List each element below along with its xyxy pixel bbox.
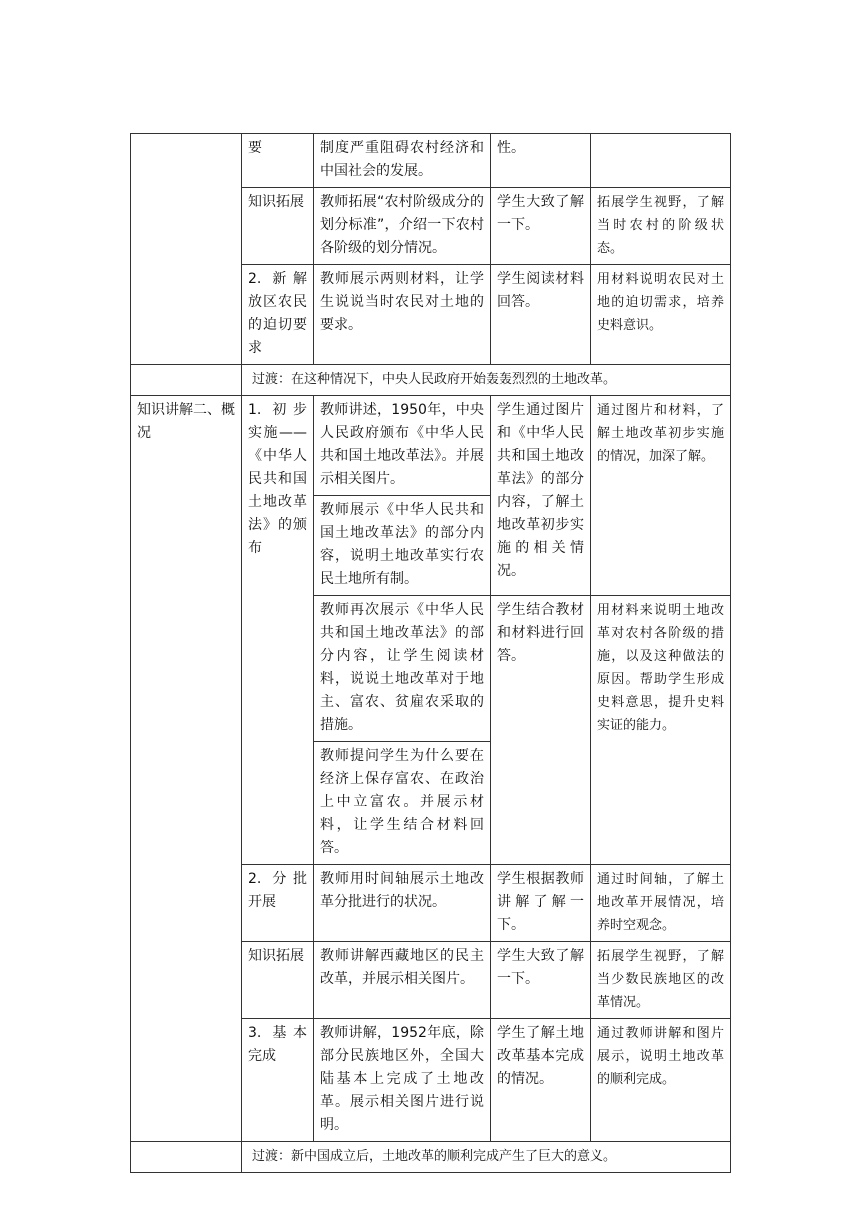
- subtopic-cell: 3. 基本完成: [242, 1019, 314, 1142]
- teacher-activity-cell: 教师讲述，1950年，中央人民政府颁布《中华人民共和国土地改革法》。并展示相关图片。: [314, 396, 491, 496]
- teacher-activity-cell: 教师展示《中华人民共和国土地改革法》的部分内容，说明土地改革实行农民土地所有制。: [314, 496, 491, 596]
- teacher-activity-cell: 教师讲解，1952年底，除部分民族地区外，全国大陆基本上完成了土地改革。展示相关图片进行说明。: [314, 1019, 491, 1142]
- student-activity-cell: 性。: [491, 134, 591, 188]
- subtopic-cell: 2. 分批开展: [242, 865, 314, 942]
- empty-cell: [131, 1142, 242, 1173]
- student-activity-cell: 学生阅读材料回答。: [491, 265, 591, 365]
- student-activity-cell: 学生了解土地改革基本完成的情况。: [491, 1019, 591, 1142]
- transition-row: [131, 365, 731, 396]
- teacher-activity-cell: 教师展示两则材料，让学生说说当时农民对土地的要求。: [314, 265, 491, 365]
- transition-text: 过渡：新中国成立后，土地改革的顺利完成产生了巨大的意义。: [242, 1142, 731, 1173]
- rationale-cell: 用材料来说明土地改革对农村各阶级的措施，以及这种做法的原因。帮助学生形成史料意思，提升史料实证的能力。: [591, 596, 731, 865]
- transition-row: [131, 1142, 731, 1173]
- lesson-plan-table: [130, 133, 731, 1173]
- rationale-cell: 通过图片和材料，了解土地改革初步实施的情况，加深了解。: [591, 396, 731, 596]
- table-row: [131, 396, 731, 496]
- lesson-plan-table-wrapper: [130, 133, 730, 1173]
- subtopic-cell: 知识拓展: [242, 942, 314, 1019]
- section-label-cell: 知识讲解二、概况: [131, 396, 242, 1142]
- empty-cell: [131, 365, 242, 396]
- section-label-cell: [131, 134, 242, 365]
- student-activity-cell: 学生大致了解一下。: [491, 942, 591, 1019]
- subtopic-cell: 2. 新解放区农民的迫切要求: [242, 265, 314, 365]
- rationale-cell: 拓展学生视野，了解当少数民族地区的改革情况。: [591, 942, 731, 1019]
- teacher-activity-cell: 教师讲解西藏地区的民主改革，并展示相关图片。: [314, 942, 491, 1019]
- subtopic-cell: 要: [242, 134, 314, 188]
- rationale-cell: 用材料说明农民对土地的迫切需求，培养史料意识。: [591, 265, 731, 365]
- rationale-cell: 通过教师讲解和图片展示，说明土地改革的顺利完成。: [591, 1019, 731, 1142]
- subtopic-cell: 1. 初步实施——《中华人民共和国土地改革法》的颁布: [242, 396, 314, 865]
- rationale-cell: 通过时间轴，了解土地改革开展情况，培养时空观念。: [591, 865, 731, 942]
- subtopic-cell: 知识拓展: [242, 188, 314, 265]
- teacher-activity-cell: 教师再次展示《中华人民共和国土地改革法》的部分内容，让学生阅读材料，说说土地改革对于地主、富农、贫雇农采取的措施。: [314, 596, 491, 742]
- teacher-activity-cell: 制度严重阻碍农村经济和中国社会的发展。: [314, 134, 491, 188]
- teacher-activity-cell: 教师用时间轴展示土地改革分批进行的状况。: [314, 865, 491, 942]
- teacher-activity-cell: 教师提问学生为什么要在经济上保存富农、在政治上中立富农。并展示材料，让学生结合材料回答。: [314, 742, 491, 865]
- table-row: [131, 134, 731, 188]
- student-activity-cell: 学生根据教师讲解了解一下。: [491, 865, 591, 942]
- rationale-cell: 拓展学生视野，了解当时农村的阶级状态。: [591, 188, 731, 265]
- rationale-cell: [591, 134, 731, 188]
- student-activity-cell: 学生结合教材和材料进行回答。: [491, 596, 591, 865]
- teacher-activity-cell: 教师拓展“农村阶级成分的划分标准”，介绍一下农村各阶级的划分情况。: [314, 188, 491, 265]
- student-activity-cell: 学生大致了解一下。: [491, 188, 591, 265]
- student-activity-cell: 学生通过图片和《中华人民共和国土地改革法》的部分内容，了解土地改革初步实施的相关情况。: [491, 396, 591, 596]
- transition-text: 过渡：在这种情况下，中央人民政府开始轰轰烈烈的土地改革。: [242, 365, 731, 396]
